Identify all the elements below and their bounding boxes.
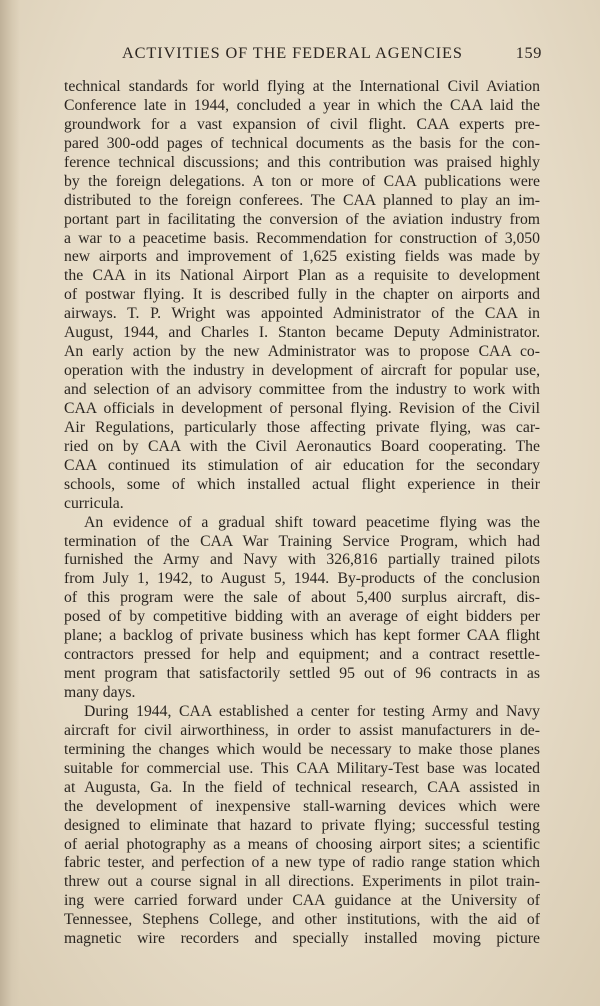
paragraph [64, 78, 540, 514]
text-line: During 1944, CAA established a center for testing Army and Navy [84, 702, 540, 720]
paragraph [64, 514, 540, 703]
text-line: portant part in facilitating the conversion of the aviation industry from [64, 210, 540, 228]
text-line: ment program that satisfactorily settled 95 out of 96 contracts in as [64, 665, 540, 683]
text-line: by the foreign delegations. A ton or more of CAA publications were [64, 172, 540, 190]
text-line: CAA continued its stimulation of air education for the secondary [64, 456, 540, 474]
text-line: pared 300-odd pages of technical documents as the basis for the con- [64, 134, 540, 152]
text-line: new airports and improvement of 1,625 existing fields was made by [64, 248, 540, 266]
text-line: curricula. [64, 494, 124, 512]
text-line: many days. [64, 684, 136, 701]
text-line: and selection of an advisory committee from the industry to work with [64, 381, 540, 398]
page-number: 159 [515, 43, 542, 62]
text-line: termination of the CAA War Training Service Program, which had [64, 532, 540, 550]
text-line: An early action by the new Administrator was to propose CAA co- [64, 343, 540, 361]
text-line: the development of inexpensive stall-warning devices which were [64, 797, 540, 815]
text-line: groundwork for a vast expansion of civil flight. CAA experts pre- [64, 115, 540, 133]
text-line: August, 1944, and Charles I. Stanton became Deputy Administrator. [64, 324, 540, 342]
text-line: technical standards for world flying at the International Civil Aviation [64, 78, 540, 95]
text-line: ing were carried forward under CAA guidance at the University of [64, 892, 540, 910]
text-line: termining the changes which would be necessary to make those planes [64, 740, 540, 758]
page-gutter-shadow [0, 0, 20, 1006]
text-line: furnished the Army and Navy with 326,816 partially trained pilots [64, 551, 540, 569]
text-line: Tennessee, Stephens College, and other institutions, with the aid of [64, 911, 540, 929]
text-line: of this program were the sale of about 5,400 surplus aircraft, dis- [64, 589, 540, 607]
text-line: of aerial photography as a means of choosing airport sites; a scientific [64, 835, 540, 853]
paragraph [64, 703, 540, 949]
text-line: ference technical discussions; and this contribution was praised highly [64, 153, 540, 171]
text-line: at Augusta, Ga. In the field of technical research, CAA assisted in [64, 778, 540, 796]
running-head-title: ACTIVITIES OF THE FEDERAL AGENCIES [122, 43, 463, 62]
text-line: CAA officials in development of personal flying. Revision of the Civil [64, 399, 540, 417]
text-line: operation with the industry in development of aircraft for popular use, [64, 362, 540, 380]
text-line: An evidence of a gradual shift toward peacetime flying was the [84, 513, 540, 531]
text-line: suitable for commercial use. This CAA Military-Test base was located [64, 759, 540, 777]
text-line: of postwar flying. It is described fully in the chapter on airports and [64, 286, 540, 304]
text-line: designed to eliminate that hazard to private flying; successful testing [64, 816, 540, 834]
text-line: schools, some of which installed actual flight experience in their [64, 475, 540, 493]
body-text [64, 78, 540, 949]
text-line: distributed to the foreign conferees. The CAA planned to play an im- [64, 191, 540, 209]
text-line: Conference late in 1944, concluded a year in which the CAA laid the [64, 96, 540, 114]
text-line: magnetic wire recorders and specially installed moving picture [64, 930, 540, 948]
text-line: Air Regulations, particularly those affecting private flying, was car- [64, 418, 540, 436]
text-line: plane; a backlog of private business which has kept former CAA flight [64, 627, 540, 645]
text-line: threw out a course signal in all directions. Experiments in pilot train- [64, 873, 540, 891]
text-line: aircraft for civil airworthiness, in order to assist manufacturers in de- [64, 721, 540, 739]
text-line: posed of by competitive bidding with an average of eight bidders per [64, 608, 540, 626]
text-line: the CAA in its National Airport Plan as a requisite to development [64, 267, 540, 285]
running-head [122, 43, 542, 67]
text-line: ried on by CAA with the Civil Aeronautics Board cooperating. The [64, 437, 540, 455]
text-line: fabric tester, and perfection of a new type of radio range station which [64, 854, 540, 872]
text-line: a war to a peacetime basis. Recommendation for construction of 3,050 [64, 229, 540, 247]
text-line: contractors pressed for help and equipment; and a contract resettle- [64, 646, 540, 664]
text-line: airways. T. P. Wright was appointed Administrator of the CAA in [64, 305, 540, 323]
text-line: from July 1, 1942, to August 5, 1944. By-products of the conclusion [64, 570, 540, 588]
